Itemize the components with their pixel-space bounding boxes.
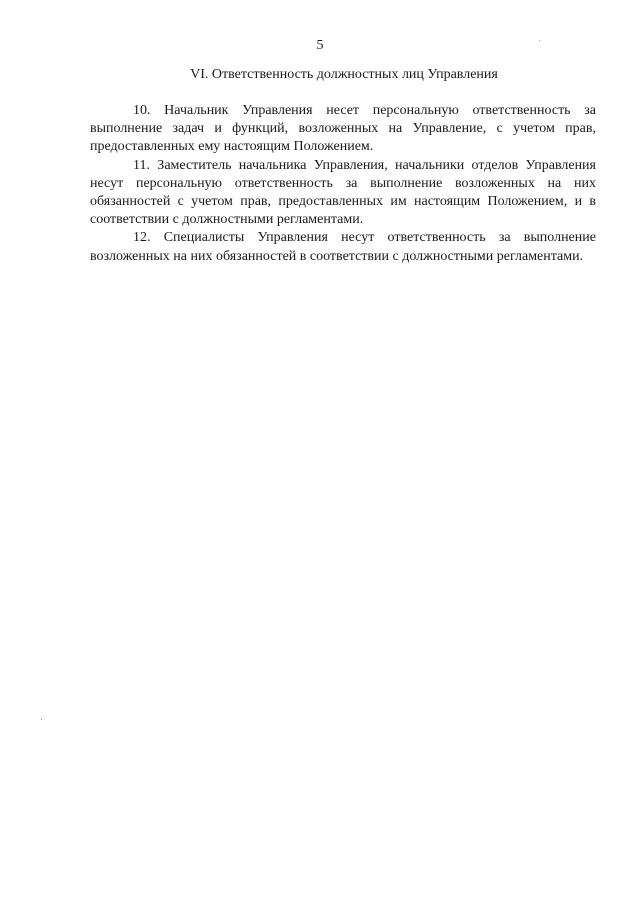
section-title: VI. Ответственность должностных лиц Управления <box>190 67 498 82</box>
paragraph-12: 12. Специалисты Управления несут ответственность за выполнение возложенных на них обязанностей в соответствии с должностными регламентами. <box>90 230 596 264</box>
document-body <box>90 102 596 266</box>
scan-artifact <box>41 719 42 720</box>
paragraph-10: 10. Начальник Управления несет персональную ответственность за выполнение задач и функций, возложенных на Управление, с учетом прав, предоставленных ему настоящим Положением. <box>90 103 596 155</box>
scan-artifact <box>539 40 540 41</box>
page-number: 5 <box>316 38 324 53</box>
paragraph-11: 11. Заместитель начальника Управления, начальники отделов Управления несут персональную ответственность за выполнение возложенных на них обязанностей с учетом прав, предоставленных им настоящим Положением, и в соответствии с должностными регламентами. <box>90 157 596 228</box>
